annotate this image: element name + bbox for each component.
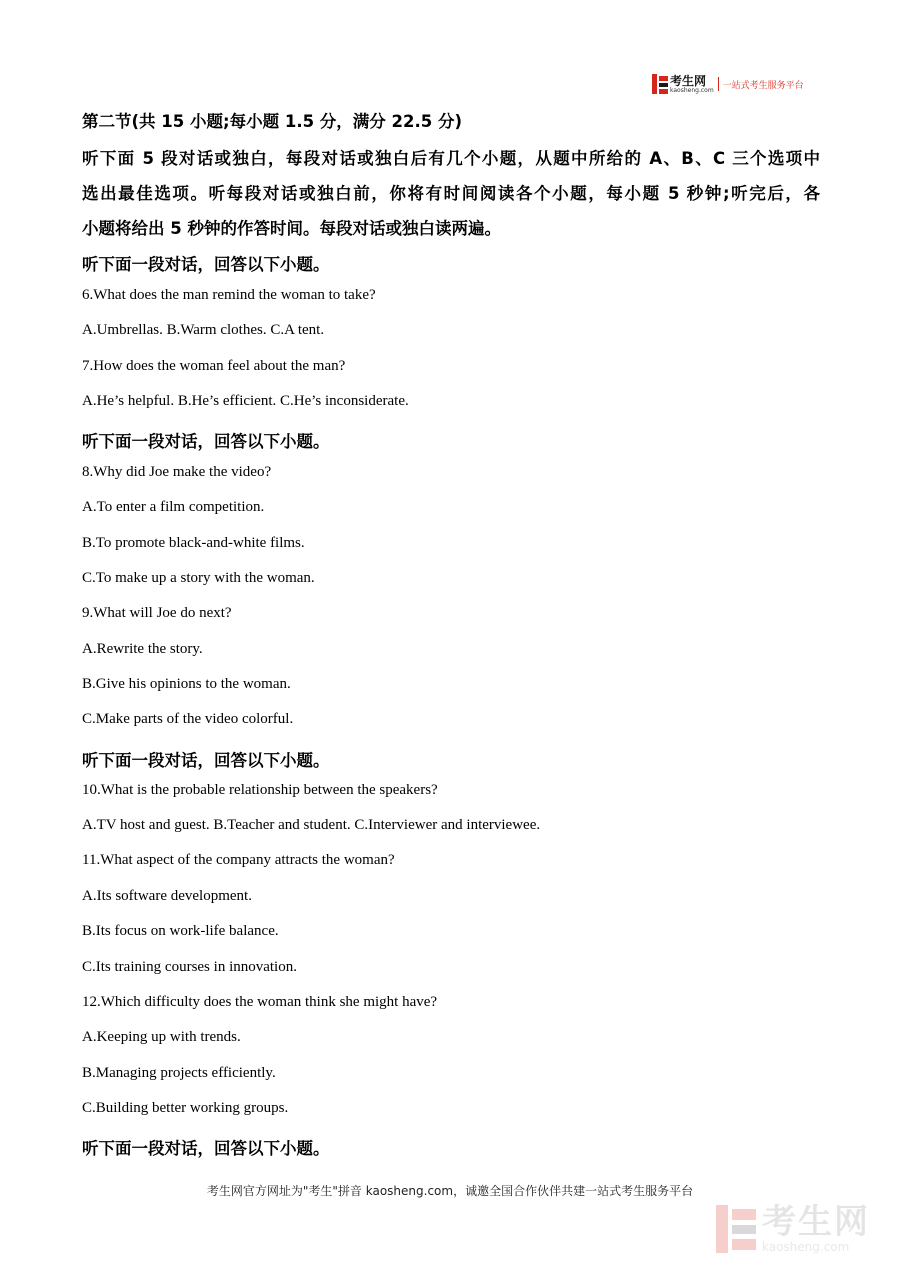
kaosheng-watermark-icon [716, 1205, 756, 1253]
option: B.Give his opinions to the woman. [82, 676, 291, 692]
option: A.Rewrite the story. [82, 641, 203, 657]
option: C.To make up a story with the woman. [82, 570, 315, 586]
watermark [716, 1203, 870, 1255]
instruction-line: 选出最佳选项。听每段对话或独白前，你将有时间阅读各个小题，每小题 5 秒钟;听完后，各 [82, 184, 820, 203]
dialogue-heading: 听下面一段对话，回答以下小题。 [82, 1139, 330, 1158]
question: 11.What aspect of the company attracts the woman? [82, 852, 395, 868]
option: B.To promote black-and-white films. [82, 535, 305, 551]
option: A.Its software development. [82, 888, 252, 904]
watermark-domain: kaosheng.com [762, 1240, 850, 1254]
question: 8.Why did Joe make the video? [82, 464, 272, 480]
logo-name: 考生网 [670, 73, 707, 88]
option: A.To enter a film competition. [82, 499, 265, 515]
option: C.Building better working groups. [82, 1100, 289, 1116]
option: C.Make parts of the video colorful. [82, 711, 294, 727]
instruction-line: 小题将给出 5 秒钟的作答时间。每段对话或独白读两遍。 [82, 219, 501, 238]
dialogue-heading: 听下面一段对话，回答以下小题。 [82, 751, 330, 770]
logo-slogan: 一站式考生服务平台 [722, 80, 804, 91]
option: B.Managing projects efficiently. [82, 1065, 276, 1081]
page-footer: 考生网官方网址为"考生"拼音 kaosheng.com，诚邀全国合作伙伴共建一站式考生服务平台 [206, 1184, 694, 1198]
kaosheng-logo-icon [652, 74, 668, 94]
question: 7.How does the woman feel about the man? [82, 358, 346, 374]
section-title: 第二节(共 15 小题;每小题 1.5 分，满分 22.5 分) [82, 112, 463, 131]
header-logo [652, 72, 804, 96]
question: 9.What will Joe do next? [82, 605, 232, 621]
logo-domain: kaosheng.com [670, 86, 714, 94]
options: A.TV host and guest. B.Teacher and student. C.Interviewer and interviewee. [82, 817, 541, 833]
dialogue-heading: 听下面一段对话，回答以下小题。 [82, 255, 330, 274]
question: 6.What does the man remind the woman to take? [82, 287, 376, 303]
options: A.Umbrellas. B.Warm clothes. C.A tent. [82, 322, 325, 338]
option: A.Keeping up with trends. [82, 1029, 241, 1045]
option: C.Its training courses in innovation. [82, 959, 297, 975]
watermark-name: 考生网 [762, 1202, 870, 1242]
options: A.He’s helpful. B.He’s efficient. C.He’s inconsiderate. [82, 393, 409, 409]
question: 10.What is the probable relationship between the speakers? [82, 782, 438, 798]
dialogue-heading: 听下面一段对话，回答以下小题。 [82, 432, 330, 451]
instruction-line: 听下面 5 段对话或独白，每段对话或独白后有几个小题，从题中所给的 A、B、C 三个选项中 [82, 149, 820, 168]
option: B.Its focus on work-life balance. [82, 923, 279, 939]
question: 12.Which difficulty does the woman think she might have? [82, 994, 438, 1010]
